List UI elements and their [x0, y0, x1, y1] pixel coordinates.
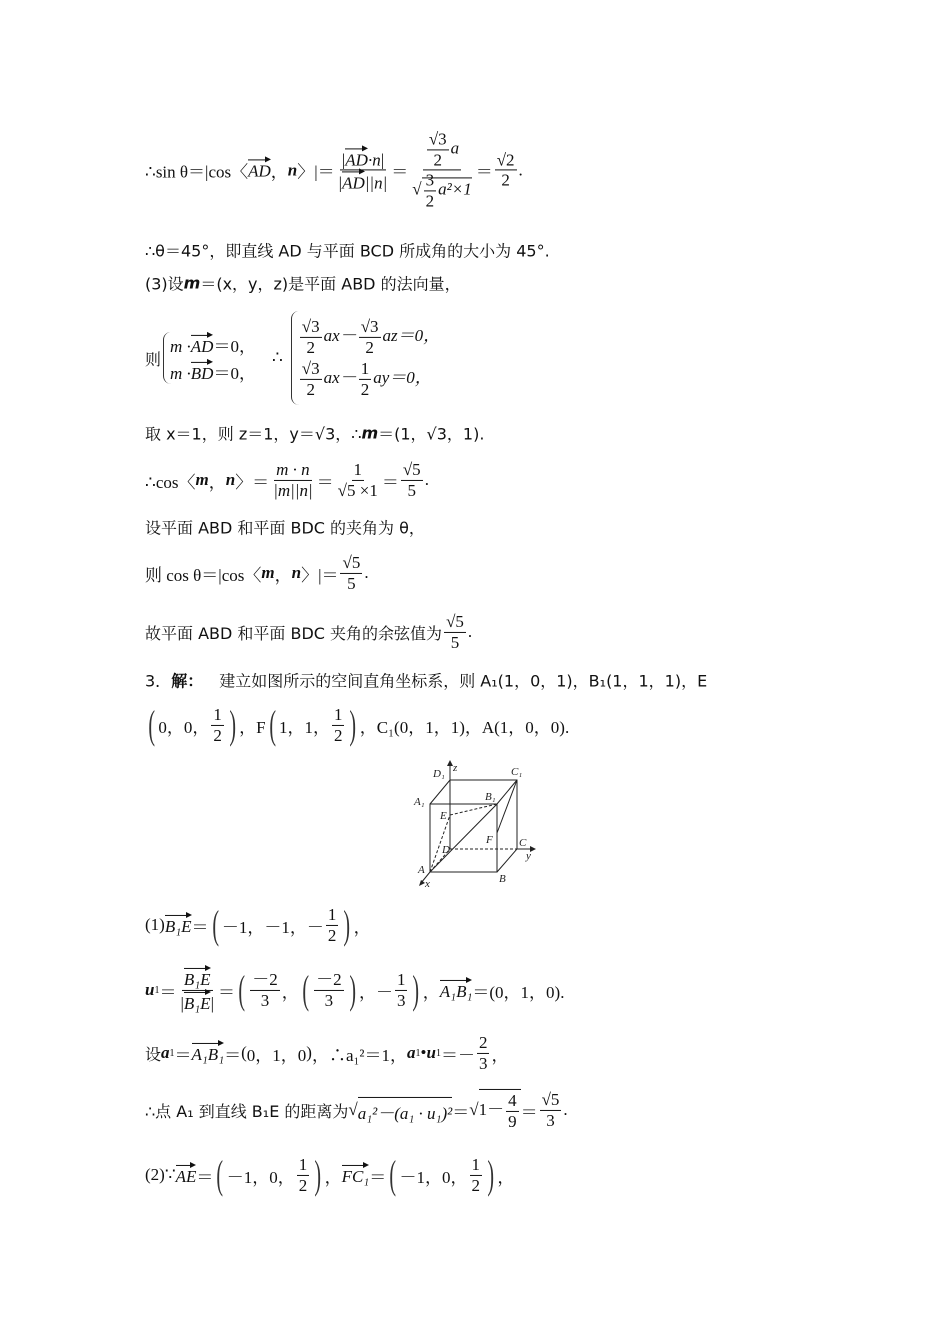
sqrt-sign: √	[469, 1100, 479, 1119]
vector-a1b1: A₁B₁	[192, 1042, 225, 1065]
text: 2	[298, 1175, 308, 1195]
segment-c1f	[497, 780, 517, 833]
vector-b1e: B₁E	[184, 967, 211, 990]
label-f: F	[486, 834, 493, 846]
text: ＝	[520, 1102, 538, 1122]
vector-bd: BD	[191, 361, 214, 384]
text: ，	[274, 565, 292, 585]
label-a1: A₁	[414, 796, 425, 808]
text: 1	[353, 459, 362, 479]
text: ||n|	[364, 173, 388, 193]
text: 1	[396, 969, 406, 989]
text: ，	[353, 917, 371, 937]
vector-u: u	[426, 1043, 436, 1062]
text: √3	[360, 316, 379, 336]
text: ，∴a₁²＝1，	[311, 1045, 408, 1065]
text: ＝	[369, 1167, 387, 1187]
line-coordinates: ( 0，0， 1 2 ) ，F ( 1，1， 1 2 ) ，C₁(0，1，1)，A(1，0，0).	[148, 702, 570, 747]
solution-label: 解：	[171, 671, 204, 691]
text: 3	[546, 1110, 555, 1130]
label-y: y	[526, 850, 531, 862]
text: ＝(1，√3，1).	[378, 424, 485, 444]
text: .	[424, 470, 429, 489]
text: ·n	[367, 149, 381, 169]
y-arrow-icon	[530, 846, 536, 852]
vector-ad: AD	[342, 171, 365, 194]
text: ay＝0，	[373, 367, 432, 387]
line-distance	[145, 1089, 568, 1131]
text: 1，1，	[278, 717, 330, 737]
segment-eb1	[450, 804, 497, 815]
text: 则 cos θ＝|cos〈	[145, 565, 262, 585]
vector-ad: AD	[248, 159, 271, 182]
text: 3	[324, 990, 334, 1010]
vector-n: n	[287, 160, 298, 179]
text: 故平面 ABD 和平面 BDC 夹角的余弦值为	[145, 623, 443, 643]
text: ，F	[239, 717, 266, 737]
text: √3	[301, 359, 320, 378]
text: ＝	[224, 1045, 242, 1065]
vector-b1e: B₁E	[184, 991, 211, 1014]
system-1	[163, 332, 256, 384]
text: 取 x＝1，则 z＝1，y＝√3，∴	[145, 424, 362, 444]
text: ∴cos〈	[145, 472, 196, 492]
fraction: |AD·n| |AD||n|	[337, 147, 390, 193]
text: .	[518, 160, 523, 179]
text: ，	[324, 1167, 342, 1187]
text: a	[450, 138, 460, 158]
text: 〉|＝	[301, 565, 339, 585]
text: 2	[478, 1032, 488, 1052]
vector-u: u	[145, 980, 155, 999]
vector-a: a	[407, 1043, 416, 1062]
text: ∴sin θ＝|cos〈	[145, 162, 249, 182]
text: 1－	[478, 1099, 505, 1119]
line-dihedral: 设平面 ABD 和平面 BDC 的夹角为 θ，	[145, 518, 425, 538]
text: 0，0，	[158, 717, 210, 737]
text: 建立如图所示的空间直角坐标系，则 A₁(1，0，1)，B₁(1，1，1)，E	[203, 671, 708, 691]
subscript: 1	[435, 1047, 441, 1059]
text: 2	[433, 149, 442, 169]
text: m · n	[276, 459, 310, 479]
text: ax－	[323, 367, 357, 387]
line-a1: 设 a 1 ＝ A₁B₁ ＝ ( 0，1，0 ) ，∴a₁²＝1， a 1 • u 1 ＝－ 2 3 ，	[145, 1032, 509, 1073]
text: √5	[541, 1089, 560, 1109]
text: |m||n|	[273, 480, 313, 500]
line-problem-3	[145, 669, 707, 692]
label-c1: C₁	[511, 766, 523, 778]
line-cos-mn	[145, 460, 429, 500]
text: ＝0，	[213, 364, 256, 383]
text: 1	[333, 704, 343, 724]
text: m ·	[170, 337, 191, 356]
text: 2	[306, 337, 315, 357]
text: 2	[471, 1175, 481, 1195]
text: .	[467, 622, 473, 641]
text: ∴点 A₁ 到直线 B₁E 的距离为	[145, 1101, 349, 1121]
subscript: 1	[154, 984, 160, 996]
subscript: 1	[415, 1047, 421, 1059]
text: 设	[145, 1044, 162, 1064]
vector-m: m	[183, 273, 201, 293]
label-c: C	[519, 837, 527, 849]
text: 则	[145, 349, 162, 369]
vector-b1e: B₁E	[165, 914, 192, 937]
label-z: z	[453, 762, 458, 774]
text: 3	[478, 1053, 488, 1073]
text: √5 ×1	[337, 480, 378, 500]
text: a₁²－(a₁ · u₁)²	[358, 1097, 453, 1124]
text: ＝－	[440, 1045, 475, 1065]
label-d: D	[442, 844, 450, 856]
text: √3	[301, 316, 320, 336]
line-sin-theta	[145, 129, 523, 210]
text: √5	[446, 611, 464, 631]
text: 2	[333, 725, 343, 745]
vector-n: n	[291, 563, 302, 582]
text: 1	[471, 1154, 481, 1174]
text: 5	[347, 573, 356, 593]
vector-ad: AD	[345, 147, 368, 170]
text: a²×1	[438, 179, 472, 199]
problem-number: 3．	[145, 671, 172, 691]
text: 5	[450, 632, 460, 652]
text: ，	[491, 1045, 509, 1065]
text: ＝	[196, 1167, 214, 1187]
text: 2	[360, 379, 370, 399]
vector-m: m	[261, 563, 275, 582]
text: (3)设	[145, 274, 184, 294]
text: 1	[213, 704, 222, 724]
text: ＝	[217, 982, 235, 1002]
vector-a: a	[161, 1043, 170, 1062]
label-d1: D₁	[433, 768, 445, 780]
line-take-x	[145, 422, 484, 445]
text: －2	[316, 969, 342, 989]
text: ，	[281, 982, 299, 1002]
line-conclusion	[145, 612, 472, 652]
text: .	[364, 563, 369, 582]
text: ，	[422, 982, 440, 1002]
vector-ae: AE	[176, 1164, 197, 1187]
text: ＝	[452, 1102, 470, 1122]
label-x: x	[425, 878, 430, 890]
vector-ad: AD	[191, 334, 214, 357]
text: ＝	[475, 162, 493, 182]
text: 2	[327, 925, 337, 945]
text: 〉|＝	[297, 162, 335, 182]
label-b1: B₁	[485, 791, 496, 803]
text: ＝	[191, 917, 209, 937]
text: ＝(x，y，z)是平面 ABD 的法向量，	[200, 274, 461, 294]
text: 3	[260, 990, 270, 1010]
text: －2	[252, 969, 278, 989]
text: 3	[396, 990, 406, 1010]
text: 1	[298, 1154, 308, 1174]
text: －1，－1，－	[221, 917, 324, 937]
text: 1	[327, 904, 337, 924]
text: (1)	[145, 915, 165, 934]
text: 5	[407, 480, 417, 500]
text: ＝(0，1，0).	[472, 982, 565, 1002]
text: ∴	[271, 348, 283, 367]
line-u1: u 1 ＝ B₁E |B₁E| ＝ ( －2 3 ， ( －2 3 ) ， － 1 3 ) ， A₁B₁ ＝(0，1，0).	[145, 967, 565, 1013]
text: －	[375, 982, 393, 1002]
sqrt-sign: √	[412, 179, 422, 199]
label-e: E	[440, 810, 447, 822]
text: 2	[213, 725, 222, 745]
text: 9	[508, 1111, 517, 1131]
text: ＝	[159, 982, 177, 1002]
text: ax－	[323, 325, 357, 345]
subscript: 1	[169, 1047, 175, 1059]
system-2	[291, 311, 440, 405]
text: √5	[402, 459, 421, 479]
text: az＝0，	[382, 325, 441, 345]
vector-a1b1: A₁B₁	[440, 979, 473, 1002]
text: √3	[428, 129, 447, 149]
text: 4	[508, 1090, 517, 1110]
vector-m: m	[361, 423, 379, 443]
text: ，	[270, 162, 288, 182]
fraction	[495, 150, 517, 190]
text: －1，0，	[226, 1167, 295, 1187]
text: 2	[501, 170, 510, 190]
text: 2	[365, 337, 374, 357]
fraction	[410, 129, 473, 210]
line-b1e: (1) B₁E ＝ ( －1，－1，－ 1 2 ) ，	[145, 902, 371, 947]
text: ，C₁(0，1，1)，A(1，0，0).	[359, 717, 570, 737]
text: 〉＝	[235, 472, 270, 492]
line-cos-theta	[145, 553, 369, 593]
text: √5	[342, 552, 361, 572]
text: 3	[425, 170, 435, 190]
line-ae-fc1: (2)∵ AE ＝ ( －1，0， 1 2 ) ， FC₁ ＝ ( －1，0， 1 2 ) ，	[145, 1152, 515, 1197]
vector-m: m	[195, 470, 209, 489]
vector-fc1: FC₁	[342, 1164, 370, 1187]
text: 0，1，0	[246, 1045, 307, 1065]
text: ＝	[174, 1045, 192, 1065]
label-b: B	[499, 873, 506, 885]
sqrt-sign: √	[348, 1100, 358, 1119]
line-normal-vector	[145, 272, 461, 295]
text: ＝	[391, 162, 409, 182]
text: ＝0，	[213, 337, 256, 356]
text: ＝	[381, 472, 399, 492]
text: 2	[306, 379, 315, 399]
text: ，	[497, 1167, 515, 1187]
text: m ·	[170, 364, 191, 383]
text: 1	[360, 359, 370, 378]
text: √2	[496, 149, 515, 169]
label-a: A	[418, 864, 425, 876]
text: 2	[425, 191, 435, 211]
text: ＝	[316, 472, 334, 492]
text: .	[563, 1100, 568, 1119]
line-angle-result: ∴θ＝45°，即直线 AD 与平面 BCD 所成角的大小为 45°.	[145, 241, 550, 261]
text: (2)∵	[145, 1165, 176, 1184]
cube-figure	[405, 755, 545, 890]
cube-edge	[497, 780, 517, 804]
line-system	[145, 311, 440, 405]
text: |	[338, 173, 343, 193]
text: －1，0，	[399, 1167, 468, 1187]
vector-n: n	[225, 470, 236, 489]
text: ，	[358, 982, 376, 1002]
text: ，	[208, 472, 226, 492]
text: •	[420, 1043, 427, 1062]
